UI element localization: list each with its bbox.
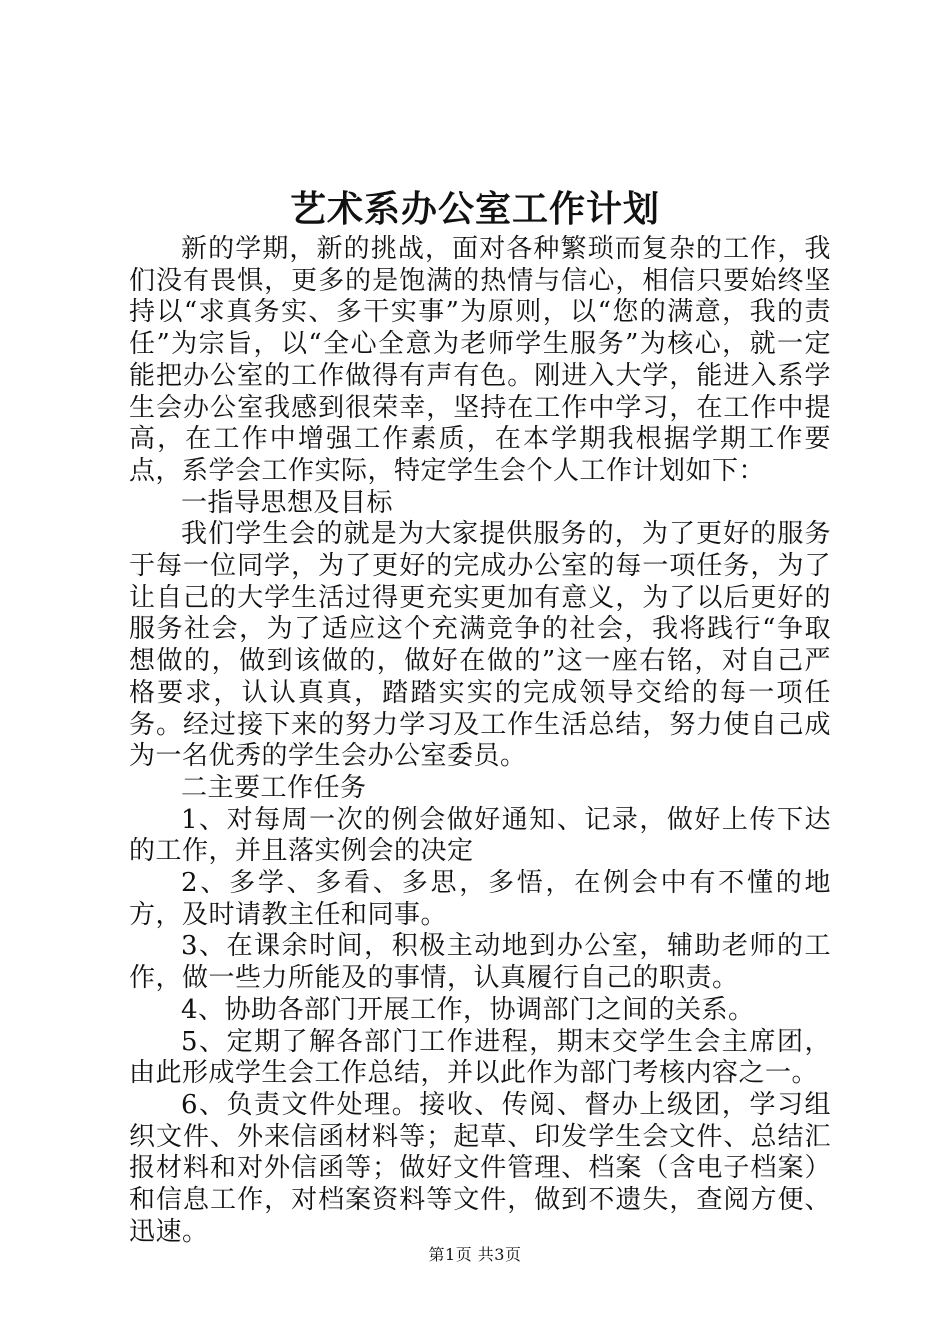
- document-title: 艺术系办公室工作计划: [289, 188, 660, 230]
- document-body: [129, 234, 831, 1249]
- page-number-footer: 第1页 共3页: [428, 1245, 522, 1264]
- task-item-5: 5、定期了解各部门工作进程，期末交学生会主席团，由此形成学生会工作总结，并以此作为部门考核内容之一。: [129, 1026, 831, 1089]
- paragraph-guiding-ideas: 我们学生会的就是为大家提供服务的，为了更好的服务于每一位同学，为了更好的完成办公室的每一项任务，为了让自己的大学生活过得更充实更加有意义，为了以后更好的服务社会，为了适应这个充满竞争的社会，我将践行“争取想做的，做到该做的，做好在做的”这一座右铭，对自己严格要求，认认真真，踏踏实实的完成领导交给的每一项任务。经过接下来的努力学习及工作生活总结，努力使自己成为一名优秀的学生会办公室委员。: [129, 519, 831, 772]
- task-item-6: 6、负责文件处理。接收、传阅、督办上级团，学习组织文件、外来信函材料等；起草、印发学生会文件、总结汇报材料和对外信函等；做好文件管理、档案（含电子档案）和信息工作，对档案资料等文件，做到不遗失，查阅方便、迅速。: [129, 1089, 831, 1247]
- section-heading-guiding-ideas: 一指导思想及目标: [181, 487, 394, 518]
- section-heading-main-tasks: 二主要工作任务: [181, 772, 367, 803]
- paragraph-intro: 新的学期，新的挑战，面对各种繁琐而复杂的工作，我们没有畏惧，更多的是饱满的热情与信心，相信只要始终坚持以“求真务实、多干实事”为原则，以“您的满意，我的责任”为宗旨，以“全心全意为老师学生服务”为核心，就一定能把办公室的工作做得有声有色。刚进入大学，能进入系学生会办公室我感到很荣幸，坚持在工作中学习，在工作中提高，在工作中增强工作素质，在本学期我根据学期工作要点，系学会工作实际，特定学生会个人工作计划如下：: [129, 234, 831, 486]
- task-item-1: 1、对每周一次的例会做好通知、记录，做好上传下达的工作，并且落实例会的决定: [129, 804, 831, 867]
- task-item-4: 4、协助各部门开展工作，协调部门之间的关系。: [181, 994, 755, 1025]
- task-item-3: 3、在课余时间，积极主动地到办公室，辅助老师的工作，做一些力所能及的事情，认真履行自己的职责。: [129, 931, 831, 994]
- task-item-2: 2、多学、多看、多思，多悟，在例会中有不懂的地方，及时请教主任和同事。: [129, 868, 831, 930]
